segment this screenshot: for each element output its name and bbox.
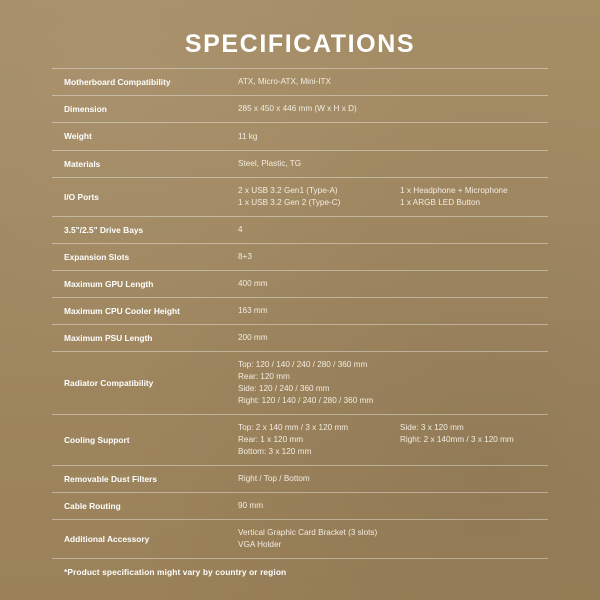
spec-value-column-primary — [238, 251, 400, 263]
spec-value — [238, 150, 548, 177]
spec-value — [238, 298, 548, 325]
spec-value — [238, 243, 548, 270]
spec-label: Expansion Slots — [64, 251, 130, 262]
table-row — [52, 150, 548, 177]
spec-value-column-primary — [238, 158, 400, 170]
table-row — [52, 96, 548, 123]
spec-value-line: Steel, Plastic, TG — [238, 158, 302, 168]
spec-value-columns — [238, 332, 544, 344]
spec-value — [238, 216, 548, 243]
spec-value-line: 11 kg — [238, 131, 258, 141]
spec-label: Removable Dust Filters — [64, 473, 158, 484]
spec-value-column-primary — [238, 473, 400, 485]
spec-value-columns — [238, 185, 544, 209]
footnote: *Product specification might vary by country or region — [64, 567, 287, 577]
spec-label: Cooling Support — [64, 434, 130, 445]
spec-value-columns — [238, 500, 544, 512]
spec-value — [238, 270, 548, 297]
spec-value-line: Rear: 120 mm — [238, 372, 290, 382]
spec-label: Maximum CPU Cooler Height — [64, 306, 180, 317]
spec-label: Radiator Compatibility — [64, 378, 154, 389]
spec-value — [238, 465, 548, 492]
table-row — [52, 520, 548, 559]
table-row — [52, 243, 548, 270]
page-title: SPECIFICATIONS — [184, 30, 416, 58]
spec-value-column-primary — [238, 332, 400, 344]
spec-value — [238, 177, 548, 216]
spec-value-line: Right / Top / Bottom — [238, 473, 310, 483]
spec-value-column-primary — [238, 103, 400, 115]
spec-label: Cable Routing — [64, 500, 121, 511]
spec-value-line: 4 — [238, 224, 243, 234]
spec-value-column-primary — [238, 359, 400, 407]
spec-label: Maximum PSU Length — [64, 333, 153, 344]
spec-value-line: 285 x 450 x 446 mm (W x H x D) — [238, 104, 357, 114]
table-row — [52, 415, 548, 466]
spec-value-line: Right: 120 / 140 / 240 / 280 / 360 mm — [238, 396, 374, 406]
spec-value-line: Side: 120 / 240 / 360 mm — [238, 384, 330, 394]
spec-label: 3.5"/2.5" Drive Bays — [64, 224, 144, 235]
table-row — [52, 123, 548, 150]
spec-label: Maximum GPU Length — [64, 278, 154, 289]
spec-value-line: Bottom: 3 x 120 mm — [238, 446, 312, 456]
spec-value-columns — [238, 473, 544, 485]
spec-label: Additional Accessory — [64, 533, 150, 544]
spec-value-column-primary — [238, 131, 400, 143]
spec-value-columns — [238, 224, 544, 236]
table-row — [52, 216, 548, 243]
spec-value-line: 90 mm — [238, 501, 264, 511]
table-row — [52, 69, 548, 96]
spec-value-column-primary — [238, 527, 400, 551]
spec-value-line: ATX, Micro-ATX, Mini-ITX — [238, 77, 331, 87]
spec-value — [238, 415, 548, 466]
spec-value-line: Vertical Graphic Card Bracket (3 slots) — [238, 528, 378, 538]
table-row — [52, 352, 548, 415]
spec-value — [238, 325, 548, 352]
spec-value — [238, 69, 548, 96]
specifications-table — [52, 68, 548, 559]
spec-label: I/O Ports — [64, 191, 99, 202]
spec-value — [238, 352, 548, 415]
spec-value-line: 1 x USB 3.2 Gen 2 (Type-C) — [238, 197, 341, 207]
spec-label: Dimension — [64, 104, 107, 115]
spec-value-line: 8+3 — [238, 251, 252, 261]
spec-value-line: 1 x Headphone + Microphone — [400, 185, 508, 195]
spec-value-line: 1 x ARGB LED Button — [400, 197, 481, 207]
table-row — [52, 492, 548, 519]
spec-value-column-primary — [238, 500, 400, 512]
spec-value — [238, 520, 548, 559]
spec-label: Motherboard Compatibility — [64, 77, 171, 87]
spec-value-column-primary — [238, 422, 400, 458]
spec-value-columns — [238, 278, 544, 290]
spec-value-column-primary — [238, 224, 400, 236]
spec-value-line: 163 mm — [238, 306, 268, 316]
spec-value-line: Top: 120 / 140 / 240 / 280 / 360 mm — [238, 360, 368, 370]
specifications-table-body — [52, 69, 548, 559]
spec-value-columns — [238, 305, 544, 317]
table-row — [52, 298, 548, 325]
spec-value-columns — [238, 359, 544, 407]
spec-value-line: Top: 2 x 140 mm / 3 x 120 mm — [238, 423, 349, 433]
table-row — [52, 325, 548, 352]
spec-value-line: Side: 3 x 120 mm — [400, 423, 464, 433]
spec-value — [238, 123, 548, 150]
spec-value-column-primary — [238, 76, 400, 88]
spec-value-column-primary — [238, 185, 400, 209]
table-row — [52, 270, 548, 297]
spec-label: Weight — [64, 131, 92, 142]
spec-value — [238, 96, 548, 123]
spec-value-line: 200 mm — [238, 333, 268, 343]
spec-value — [238, 492, 548, 519]
spec-value-line: Rear: 1 x 120 mm — [238, 434, 304, 444]
table-row — [52, 465, 548, 492]
spec-value-columns — [238, 131, 544, 143]
spec-value-columns — [238, 527, 544, 551]
spec-value-column-secondary — [400, 185, 544, 209]
spec-value-column-primary — [238, 305, 400, 317]
spec-value-line: Right: 2 x 140mm / 3 x 120 mm — [400, 434, 514, 444]
spec-value-columns — [238, 251, 544, 263]
spec-value-line: 2 x USB 3.2 Gen1 (Type-A) — [238, 185, 338, 195]
spec-value-columns — [238, 76, 544, 88]
spec-value-columns — [238, 103, 544, 115]
spec-value-line: VGA Holder — [238, 539, 282, 549]
spec-label: Materials — [64, 158, 101, 169]
spec-value-columns — [238, 158, 544, 170]
spec-value-column-primary — [238, 278, 400, 290]
spec-value-column-secondary — [400, 422, 544, 458]
spec-value-columns — [238, 422, 544, 458]
table-row — [52, 177, 548, 216]
spec-value-line: 400 mm — [238, 279, 268, 289]
